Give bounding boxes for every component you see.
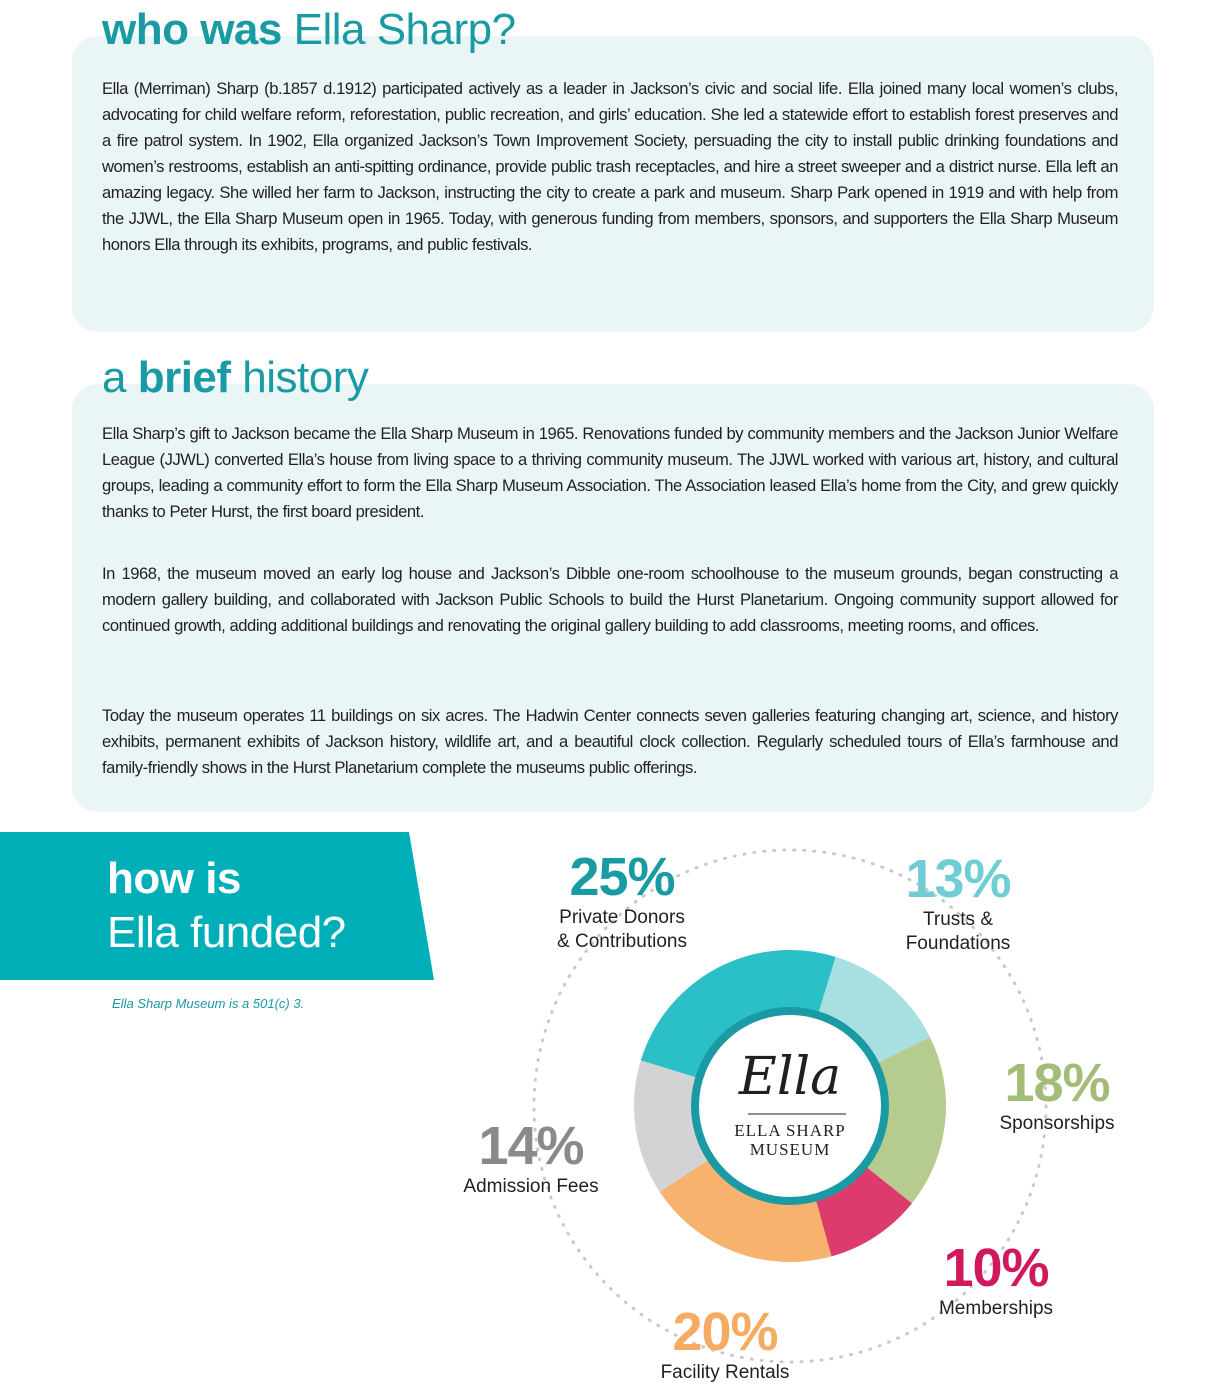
history-paragraph: Ella Sharp’s gift to Jackson became the Ella Sharp Museum in 1965. Renovations funded by community members and the Jackson Junior Welfare League (JJWL) converted Ella’s house from living space to a thriving community museum. The JJWL worked with various art, history, and cultural groups, leading a community effort to form the Ella Sharp Museum Association. The Association leased Ella’s home from the City, and grew quickly thanks to Peter Hurst, the first board president. (102, 424, 1118, 521)
who-was-ella-body: Ella (Merriman) Sharp (b.1857 d.1912) participated actively as a leader in Jackson’s civic and social life. Ella joined many local women’s clubs, advocating for child welfare reform, reforestation, public recreation, and girls’ education. She led a statewide effort to establish forest preserves and a fire patrol system. In 1902, Ella organized Jackson’s Town Improvement Society, persuading the city to install public drinking foundations and women’s restrooms, establish an anti-spitting ordinance, provide public trash receptacles, and hire a street sweeper and a district nurse. Ella left an amazing legacy. She willed her farm to Jackson, instructing the city to create a park and museum. Sharp Park opened in 1919 and with help from the JJWL, the Ella Sharp Museum open in 1965. Today, with generous funding from members, sponsors, and supporters the Ella Sharp Museum honors Ella through its exhibits, programs, and public festivals. (102, 79, 1118, 254)
slice-percent-label: 18% (1004, 1053, 1110, 1113)
who-was-ella-heading: who was Ella Sharp? (102, 5, 516, 54)
slice-category-label: Admission Fees (463, 1176, 599, 1197)
history-paragraph: In 1968, the museum moved an early log house and Jackson’s Dibble one-room schoolhouse to the museum grounds, began constructing a modern gallery building, and collaborated with Jackson Public Schools to build the Hurst Planetarium. Ongoing community support allowed for continued growth, adding additional buildings and renovating the original gallery building to add classrooms, meeting rooms, and offices. (102, 564, 1118, 635)
slice-category-label: Trusts & (922, 909, 994, 930)
slice-percent-label: 20% (672, 1302, 778, 1362)
history-paragraph: Today the museum operates 11 buildings on six acres. The Hadwin Center connects seven galleries featuring changing art, science, and history exhibits, permanent exhibits of Jackson history, wildlife art, and a beautiful clock collection. Regularly scheduled tours of Ella’s farmhouse and family-friendly shows in the Hurst Planetarium complete the museums public offerings. (102, 706, 1118, 777)
nonprofit-note: Ella Sharp Museum is a 501(c) 3. (112, 996, 305, 1011)
logo-script-ella: Ella (738, 1047, 842, 1107)
logo-line-1: ELLA SHARP (734, 1121, 846, 1140)
funding-title: how is Ella funded? (107, 854, 346, 957)
slice-category-label: Sponsorships (999, 1113, 1115, 1134)
ella-sharp-museum-logo (734, 1047, 846, 1159)
slice-percent-label: 13% (905, 849, 1011, 909)
slice-category-label: Foundations (905, 933, 1011, 954)
logo-line-2: MUSEUM (749, 1140, 831, 1159)
slice-category-label: Facility Rentals (660, 1362, 790, 1383)
slice-percent-label: 14% (478, 1116, 584, 1176)
slice-category-label: & Contributions (557, 931, 687, 952)
slice-percent-label: 25% (569, 847, 675, 907)
slice-category-label: Memberships (938, 1298, 1054, 1319)
slice-category-label: Private Donors (559, 907, 685, 928)
brief-history-heading: a brief history (102, 353, 369, 402)
slice-percent-label: 10% (943, 1238, 1049, 1298)
